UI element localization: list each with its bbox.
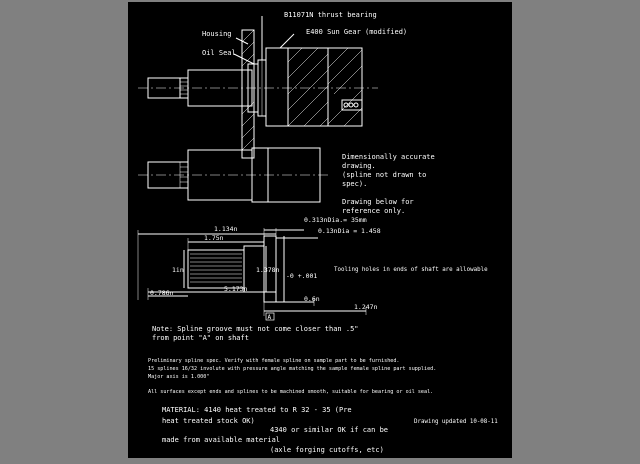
dim-spline-teeth (190, 254, 242, 282)
label-oil-seal: Oil Seal (202, 49, 236, 57)
dim-shaft-spline (188, 250, 244, 288)
note-spline-2: from point "A" on shaft (152, 334, 249, 342)
dim-1378: 1.378n (256, 266, 280, 274)
shaft-view (138, 148, 330, 202)
dim-1134: 1.134n (214, 225, 238, 233)
label-sun-gear: E400 Sun Gear (modified) (306, 28, 408, 36)
point-a-label: A (267, 314, 272, 321)
sun-gear-hatch (288, 48, 362, 126)
dim-tolerance: -0 +.001 (286, 272, 318, 280)
note-material-4: made from available material (162, 436, 281, 444)
drawing-sheet (128, 2, 512, 458)
dim-0313: 0.313nDia.= 35mm (304, 216, 367, 224)
note-material-3: 4340 or similar OK if can be (270, 426, 389, 434)
dimensioned-view (138, 228, 366, 320)
note-prelim-3: Major axis is 1.000" (148, 374, 210, 380)
dim-013: 0.13nDia = 1.458 (318, 227, 381, 235)
shaft-gear-end (268, 148, 320, 202)
note-prelim-2: 15 splines 16/32 involute with pressure angle matching the sample female spline part supplied. (148, 366, 437, 372)
cad-drawing (128, 2, 512, 458)
sun-gear (288, 48, 362, 126)
text-layer (202, 11, 435, 215)
note-material-5: (axle forging cutoffs, etc) (270, 446, 384, 454)
leader-sun-gear (280, 34, 294, 48)
note-surfaces: All surfaces except ends and splines to be machined smooth, suitable for bearing or oil seal. (148, 389, 434, 395)
notes-layer (148, 267, 498, 454)
label-thrust-bearing: B11071N thrust bearing (284, 11, 377, 19)
note-dim-accurate-2: drawing. (342, 162, 376, 170)
label-housing: Housing (202, 30, 232, 38)
dim-1in: 1in (172, 266, 184, 274)
note-dim-accurate-1: Dimensionally accurate (342, 153, 435, 161)
note-material-1: MATERIAL: 4140 heat treated to R 32 - 35 (Pre (162, 406, 352, 414)
needle-bearing (342, 100, 362, 110)
note-drawing-below-1: Drawing below for (342, 198, 414, 206)
dim-0786: 0.786n (150, 289, 174, 297)
assembly-view (138, 16, 378, 158)
dim-175: 1.75n (204, 234, 224, 242)
note-tooling: Tooling holes in ends of shaft are allowable (334, 267, 488, 273)
note-prelim-1: Preliminary spline spec. Verify with female spline on sample part to be furnished. (148, 358, 400, 364)
note-spline-1: Note: Spline groove must not come closer than .5" (152, 325, 359, 333)
dim-1247: 1.247n (354, 303, 378, 311)
leader-oil-seal (234, 54, 254, 64)
sun-gear-hub (266, 48, 288, 126)
dim-5173: 5.173n (224, 285, 248, 293)
note-updated: Drawing updated 10-08-11 (414, 419, 498, 425)
note-material-2: heat treated stock OK) (162, 417, 255, 425)
note-dim-accurate-3: (spline not drawn to (342, 171, 427, 179)
note-dim-accurate-4: spec). (342, 180, 368, 188)
note-drawing-below-2: reference only. (342, 207, 406, 215)
dim-06: 0.6n (304, 295, 320, 303)
